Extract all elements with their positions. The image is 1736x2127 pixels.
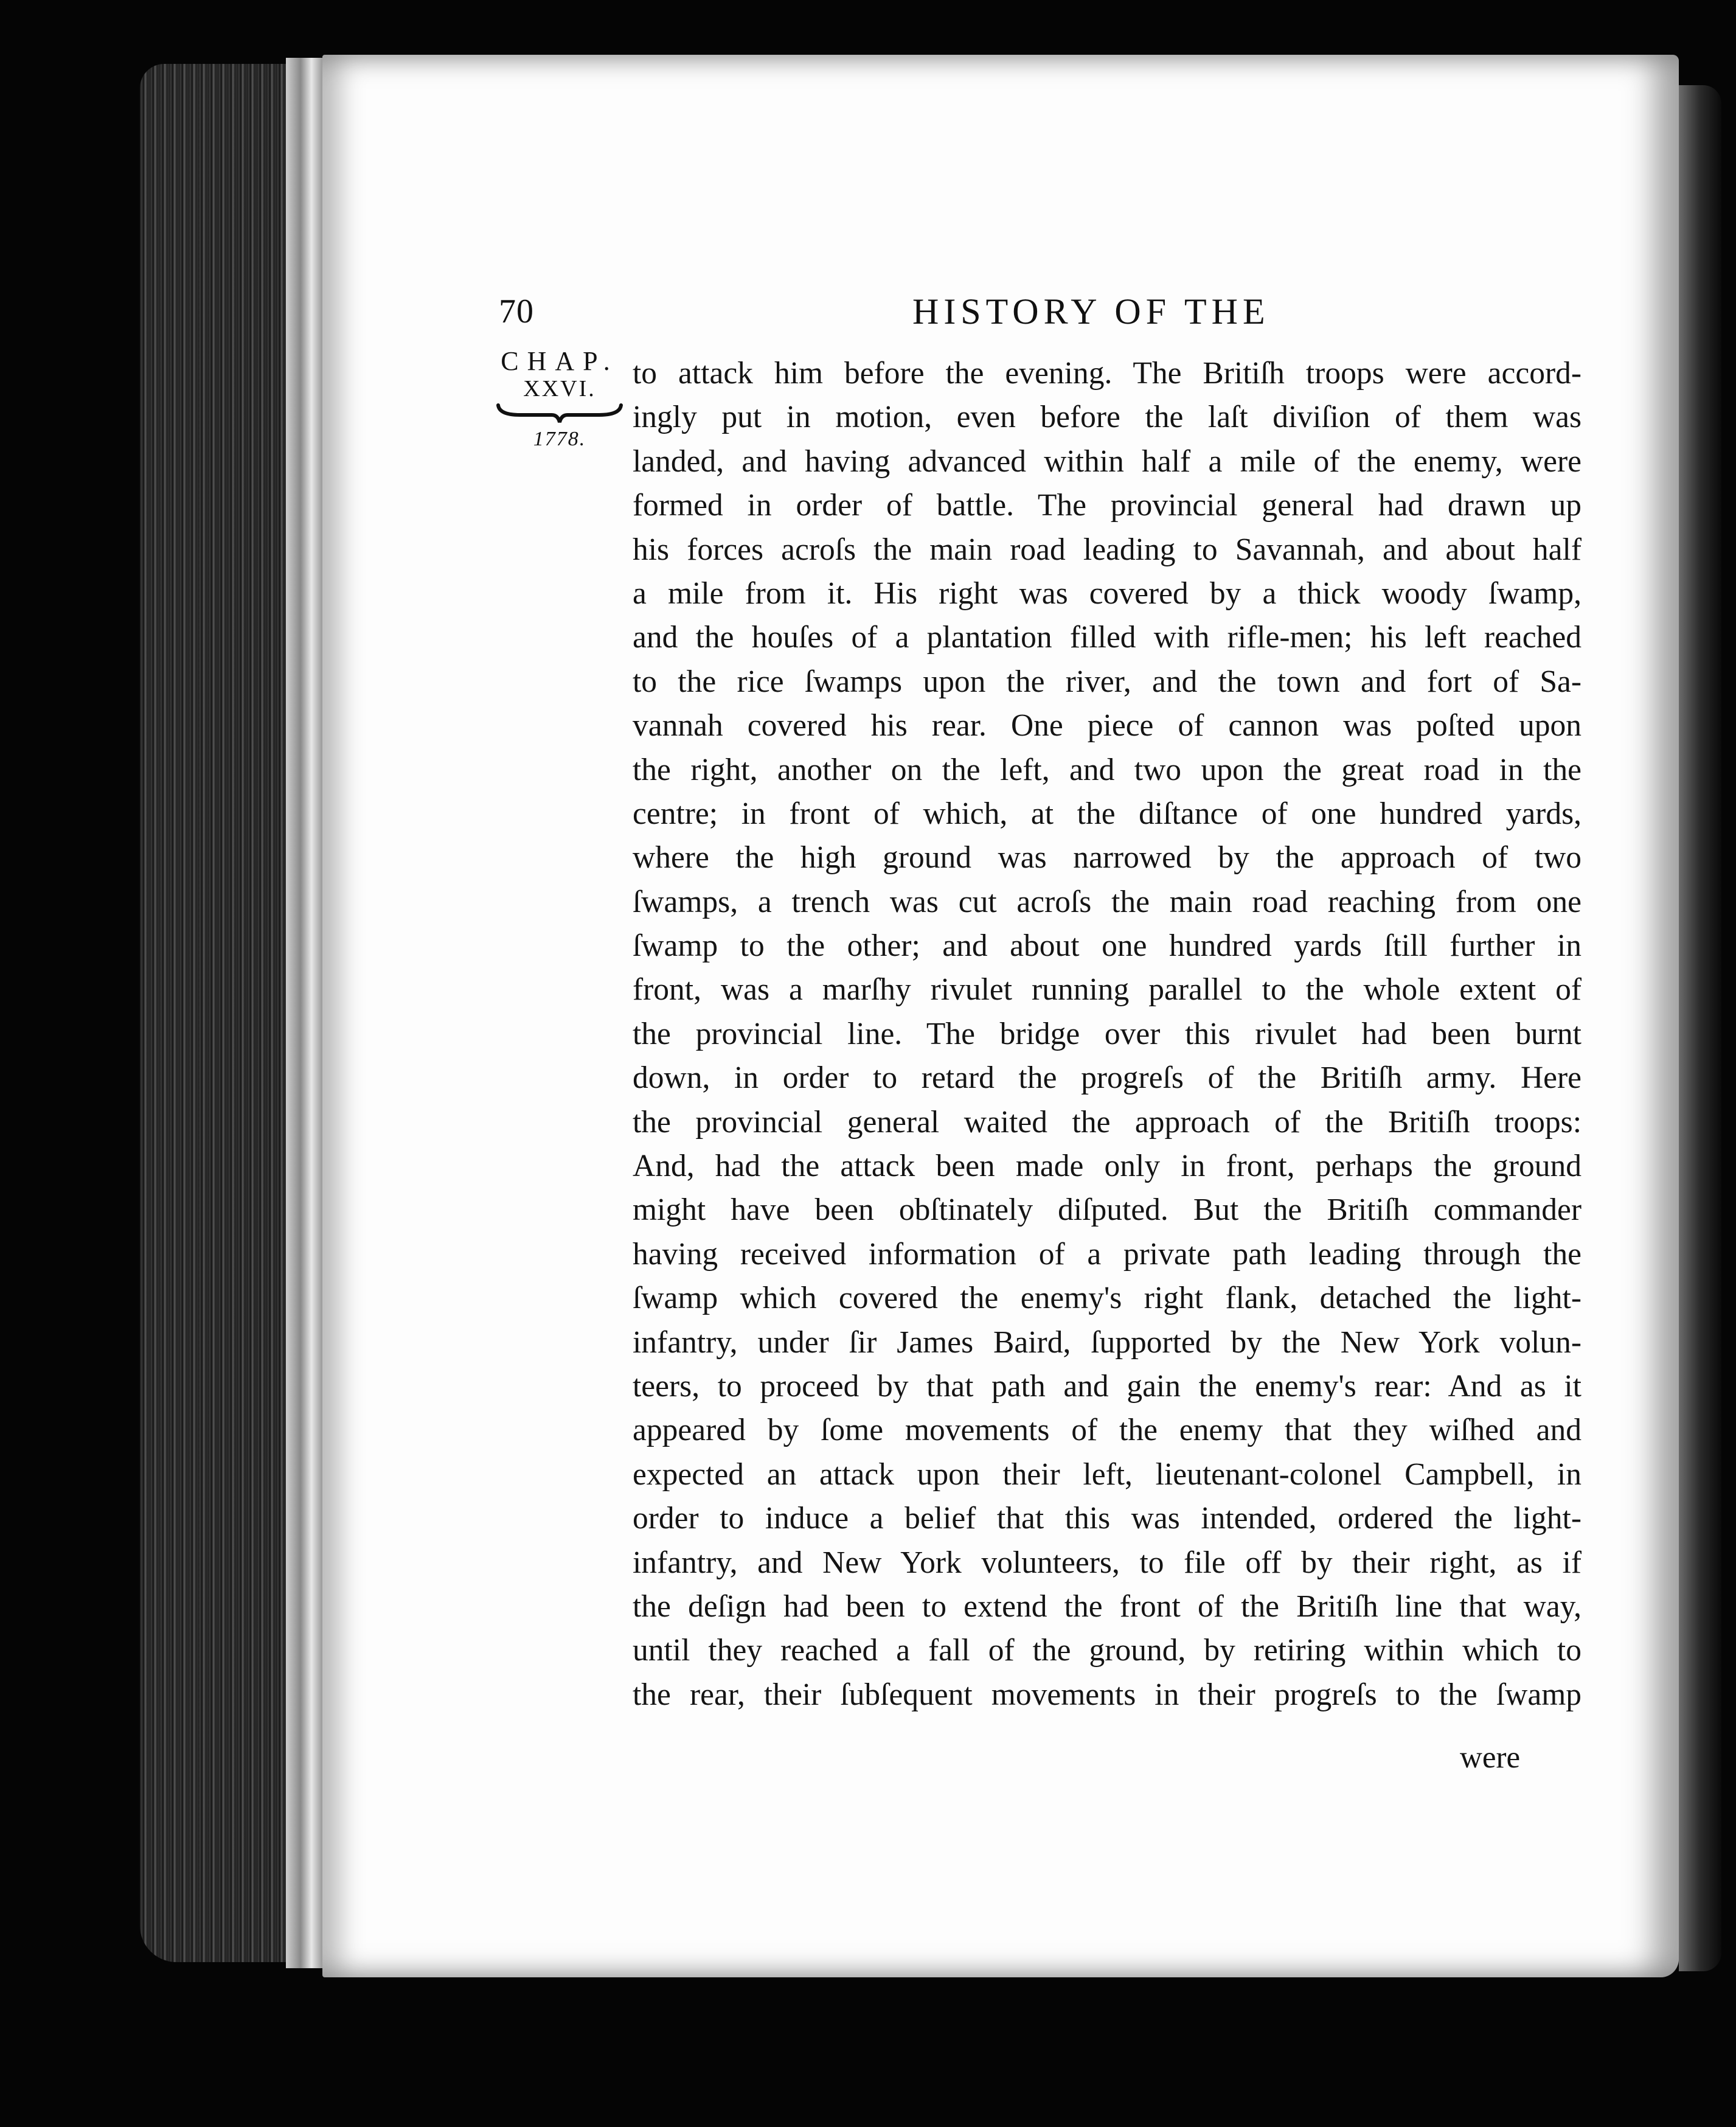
text-line: expected an attack upon their left, lieutenant-colonel Campbell, in	[633, 1457, 1581, 1492]
text-line: the provincial line. The bridge over this rivulet had been burnt	[633, 1016, 1581, 1051]
text-line: And, had the attack been made only in front, perhaps the ground	[633, 1149, 1581, 1184]
right-page-shadow	[1679, 85, 1721, 1971]
text-line: might have been obſtinately diſputed. But the Britiſh commander	[633, 1192, 1581, 1228]
binding-edge	[286, 58, 322, 1968]
chapter-sidenote	[493, 347, 627, 451]
body-text	[633, 352, 1581, 1717]
text-line: his forces acroſs the main road leading to Savannah, and about half	[633, 532, 1581, 567]
text-line: and the houſes of a plantation filled with rifle-men; his left reached	[633, 620, 1581, 655]
text-line: the rear, their ſubſequent movements in their progreſs to the ſwamp	[633, 1677, 1581, 1712]
text-line: the provincial general waited the approach of the Britiſh troops:	[633, 1104, 1581, 1140]
page-number: 70	[499, 293, 534, 330]
sidenote-chap-label: CHAP.	[501, 346, 619, 376]
running-head: HISTORY OF THE	[912, 291, 1270, 332]
text-line: the deſign had been to extend the front of the Britiſh line that way,	[633, 1589, 1581, 1624]
text-line: having received information of a private path leading through the	[633, 1236, 1581, 1272]
text-line: landed, and having advanced within half a mile of the enemy, were	[633, 444, 1581, 479]
text-line: where the high ground was narrowed by the approach of two	[633, 840, 1581, 876]
text-line: to the rice ſwamps upon the river, and the town and fort of Sa-	[633, 664, 1581, 699]
text-line: a mile from it. His right was covered by a thick woody ſwamp,	[633, 576, 1581, 611]
text-line: ingly put in motion, even before the laſt diviſion of them was	[633, 400, 1581, 435]
text-line: centre; in front of which, at the diſtance of one hundred yards,	[633, 796, 1581, 831]
text-line: infantry, under ſir James Baird, ſupported by the New York volun-	[633, 1325, 1581, 1360]
text-line: vannah covered his rear. One piece of cannon was poſted upon	[633, 708, 1581, 743]
text-line: until they reached a fall of the ground, by retiring within which to	[633, 1633, 1581, 1668]
text-line: teers, to proceed by that path and gain the enemy's rear: And as it	[633, 1368, 1581, 1404]
text-line: down, in order to retard the progreſs of the Britiſh army. Here	[633, 1060, 1581, 1096]
sidenote-chapter-number: XXVI.	[523, 376, 596, 402]
text-line: ſwamps, a trench was cut acroſs the main road reaching from one	[633, 884, 1581, 919]
text-line: ſwamp to the other; and about one hundred yards ſtill further in	[633, 928, 1581, 964]
text-line: order to induce a belief that this was intended, ordered the light-	[633, 1501, 1581, 1536]
text-line: front, was a marſhy rivulet running parallel to the whole extent of	[633, 972, 1581, 1008]
text-line: ſwamp which covered the enemy's right flank, detached the light-	[633, 1281, 1581, 1316]
sidenote-year: 1778.	[533, 428, 586, 450]
text-line: appeared by ſome movements of the enemy that they wiſhed and	[633, 1413, 1581, 1448]
catchword: were	[1460, 1741, 1521, 1775]
text-line: to attack him before the evening. The Britiſh troops were accord-	[633, 356, 1581, 391]
text-line: formed in order of battle. The provincial general had drawn up	[633, 488, 1581, 523]
text-line: the right, another on the left, and two upon the great road in the	[633, 752, 1581, 787]
text-line: infantry, and New York volunteers, to file off by their right, as if	[633, 1545, 1581, 1580]
curly-brace-icon	[496, 403, 623, 425]
